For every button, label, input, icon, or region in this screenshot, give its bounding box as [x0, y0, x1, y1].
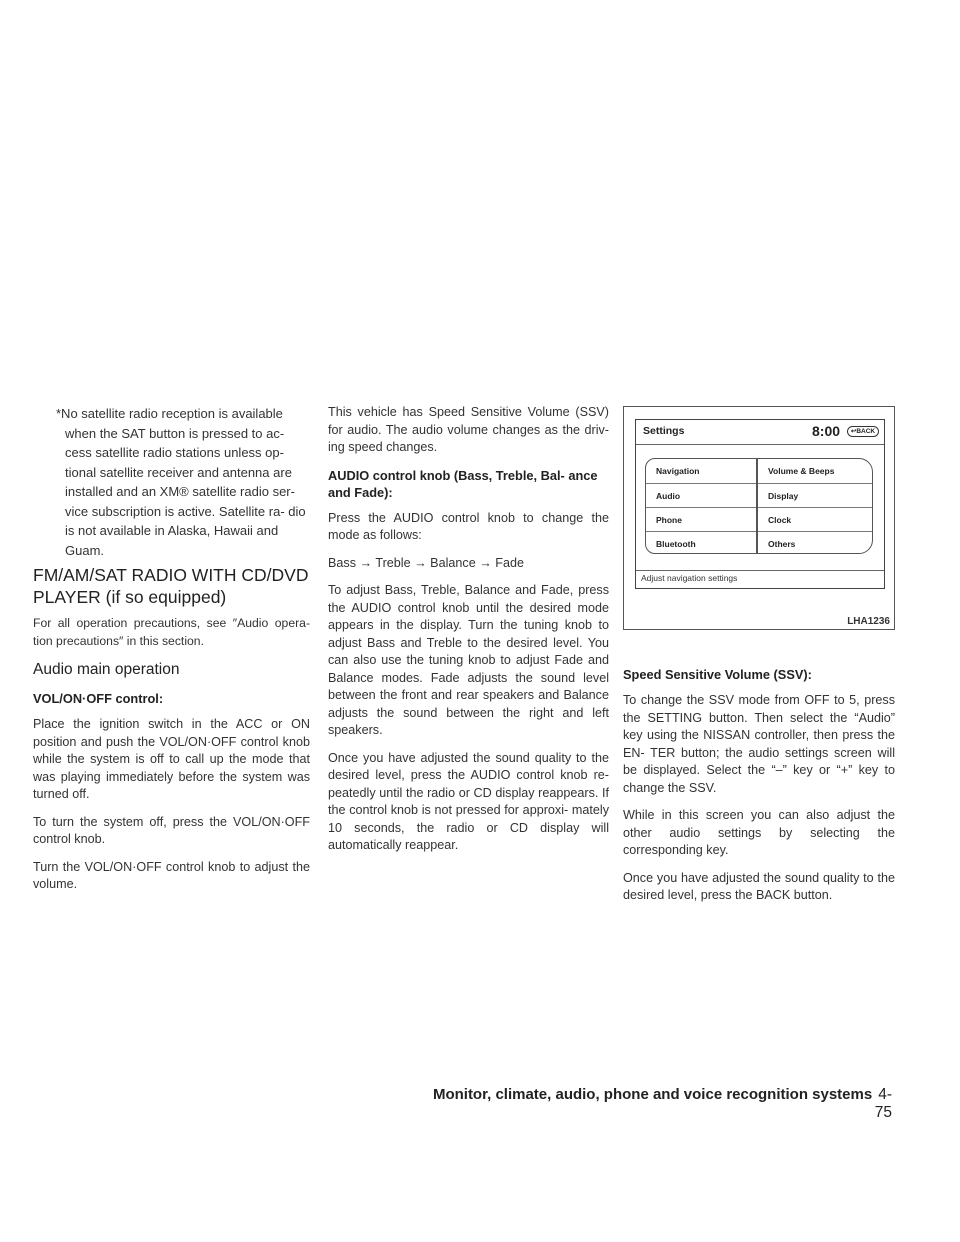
status-text: Adjust navigation settings [641, 573, 738, 583]
satellite-note: *No satellite radio reception is available when the SAT button is pressed to ac- cess satellite radio stations unless op- tional satellite receiver and antenna are installed and an XM® satellite radio ser- vice subscription is active. Satellite ra- dio is not available in Alaska, Hawaii and Guam. [56, 406, 306, 558]
column-middle [328, 404, 609, 865]
status-divider [636, 570, 884, 571]
menu-item-phone[interactable]: Phone [646, 507, 756, 531]
audio-knob-heading: AUDIO control knob (Bass, Treble, Bal- ance and Fade): [328, 467, 598, 500]
vol-paragraph-3: Turn the VOL/ON·OFF control knob to adjust the volume. [33, 859, 310, 891]
adjust-paragraph: To adjust Bass, Treble, Balance and Fade, press the AUDIO control knob until the desired mode appears in the display. Turn the tuning knob to adjust Bass and Treble to the desired level. You can also use the tuning knob to adjust Fade and Balance modes. Fade adjusts the sound level between the front and rear speakers and Balance adjusts the sound between the right and left speakers. [328, 583, 609, 737]
section-heading: FM/AM/SAT RADIO WITH CD/DVD PLAYER (if so equipped) [33, 565, 309, 607]
column-left [33, 404, 310, 904]
menu-item-clock[interactable]: Clock [758, 507, 872, 531]
menu-item-audio[interactable]: Audio [646, 483, 756, 507]
ssv-paragraph-2: While in this screen you can also adjust the other audio settings by selecting the corresponding key. [623, 808, 895, 857]
settings-menu-left [645, 458, 757, 554]
vol-paragraph-1: Place the ignition switch in the ACC or ON position and push the VOL/ON·OFF control knob while the system is off to call up the mode that was playing immediately before the system was turned off. [33, 717, 310, 801]
subsection-heading: Audio main operation [33, 661, 180, 678]
screen-title: Settings [643, 425, 685, 437]
ssv-paragraph-3: Once you have adjusted the sound quality to the desired level, press the BACK button. [623, 870, 895, 902]
reappear-paragraph: Once you have adjusted the sound quality to the desired level, press the AUDIO control knob re- peatedly until the radio or CD display reappears. If the control knob is not pressed for approxi- mately 10 seconds, the radio or CD display will automatically reappear. [328, 750, 609, 852]
ssv-paragraph-1: To change the SSV mode from OFF to 5, press the SETTING button. Then select the “Audio” key using the NISSAN controller, then press the EN- TER button; the audio settings screen will be displayed. Select the “–” key or “+” key to change the SSV. [623, 693, 895, 795]
mode-sequence: Bass → Treble → Balance → Fade [328, 555, 524, 570]
audio-knob-paragraph: Press the AUDIO control knob to change the mode as follows: [328, 510, 609, 542]
ssv-intro: This vehicle has Speed Sensitive Volume (SSV) for audio. The audio volume changes as the driv- ing speed changes. [328, 405, 609, 454]
vol-paragraph-2: To turn the system off, press the VOL/ON·OFF control knob. [33, 814, 310, 846]
back-label: BACK [856, 428, 876, 435]
page-number: 4-75 [874, 1086, 892, 1121]
footer-section-title: Monitor, climate, audio, phone and voice recognition systems [432, 1086, 873, 1103]
settings-menu [645, 458, 873, 554]
page-footer [432, 1086, 892, 1122]
settings-menu-right [757, 458, 873, 554]
back-button[interactable]: ↩BACK [847, 426, 879, 437]
screen-clock: 8:00 [812, 423, 841, 439]
menu-item-others[interactable]: Others [758, 531, 872, 555]
menu-item-navigation[interactable]: Navigation [656, 466, 700, 476]
menu-item-display[interactable]: Display [758, 483, 872, 507]
vol-heading: VOL/ON·OFF control: [33, 691, 164, 706]
precautions-text: For all operation precautions, see ″Audio opera- tion precautions″ in this section. [33, 616, 310, 648]
ssv-heading: Speed Sensitive Volume (SSV): [623, 667, 812, 682]
screen-divider [636, 444, 884, 445]
menu-item-volume-beeps[interactable]: Volume & Beeps [768, 466, 835, 476]
column-right [623, 666, 895, 915]
figure-code: LHA1236 [847, 616, 890, 627]
menu-item-bluetooth[interactable]: Bluetooth [646, 531, 756, 555]
settings-screen-figure [623, 406, 895, 630]
settings-screen [635, 419, 885, 589]
